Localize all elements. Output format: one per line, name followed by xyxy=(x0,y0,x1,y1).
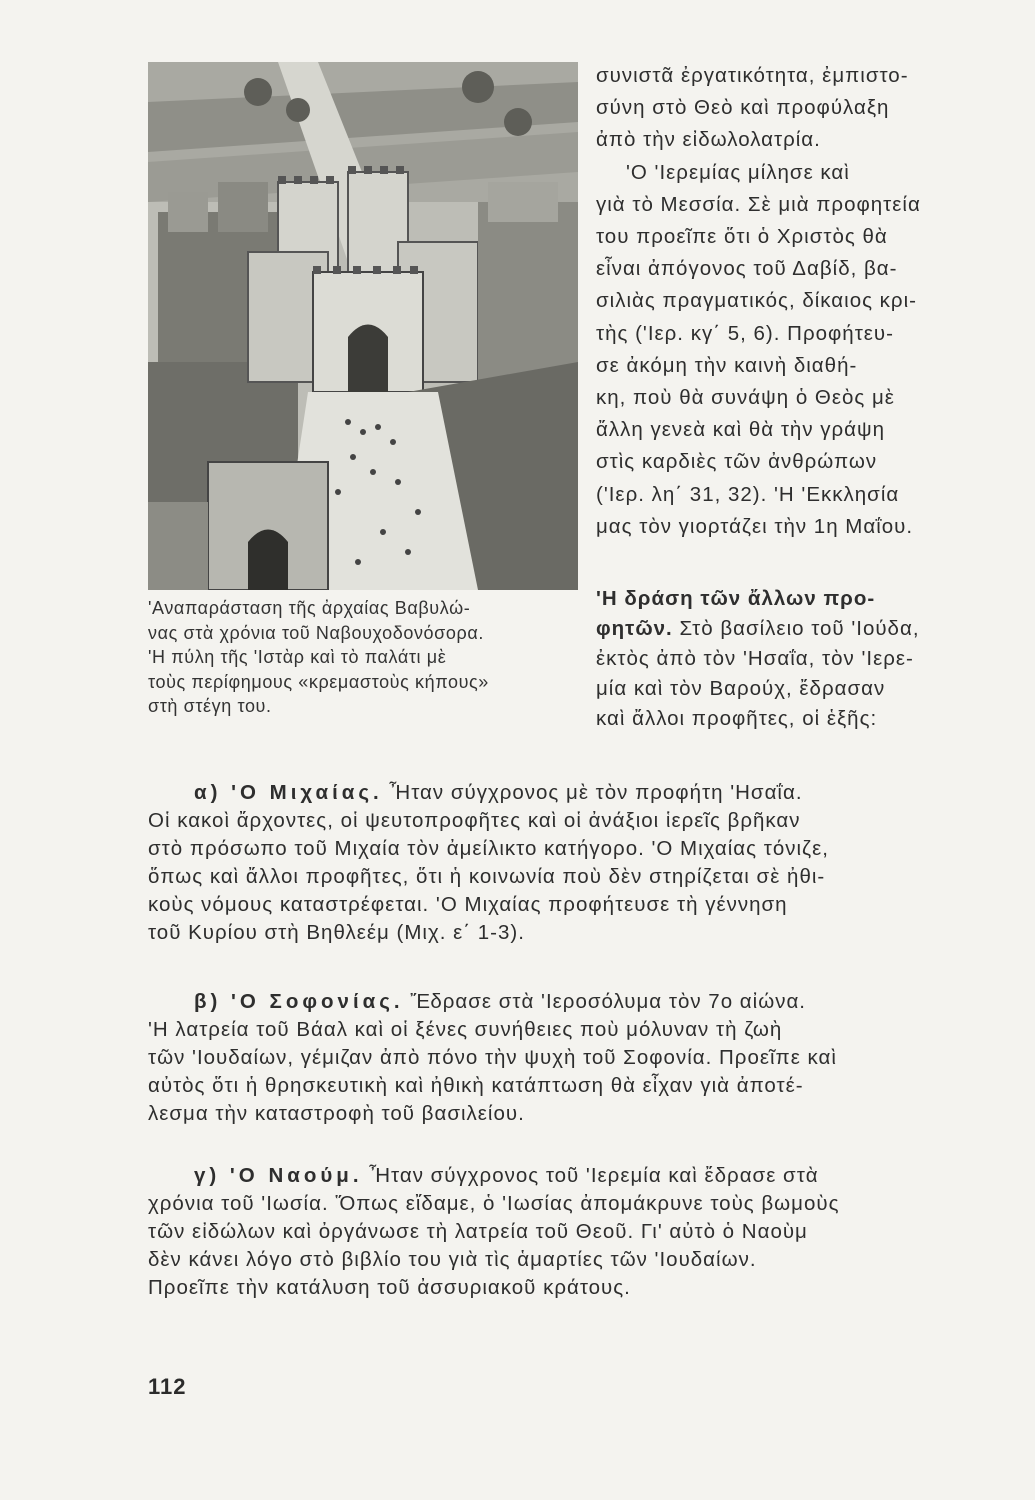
text-line: ('Ιερ. λη΄ 31, 32). 'Η 'Εκκλησία xyxy=(596,482,900,506)
text-line: τῶν 'Ιουδαίων, γέμιζαν ἀπὸ πόνο τὴν ψυχὴ τοῦ Σοφονία. Προεῖπε καὶ xyxy=(148,1046,837,1069)
text-line: ἀπὸ τὴν εἰδωλολατρία. xyxy=(596,128,821,152)
caption-line: 'Αναπαράσταση τῆς ἀρχαίας Βαβυλώ- xyxy=(148,598,471,618)
text-line: αὐτὸς ὅτι ἡ θρησκευτικὴ καὶ ἠθικὴ κατάπτωση θὰ εἶχαν γιὰ ἀποτέ- xyxy=(148,1074,804,1097)
text-line xyxy=(596,614,986,644)
text-line: κη, ποὺ θὰ συνάψη ὁ Θεὸς μὲ xyxy=(596,386,895,410)
caption-line: 'Η πύλη τῆς 'Ιστὰρ καὶ τὸ παλάτι μὲ xyxy=(148,647,447,667)
text-line xyxy=(148,1162,978,1190)
prophet-label: β) 'Ο Σοφονίας. xyxy=(194,990,404,1013)
caption-line: νας στὰ χρόνια τοῦ Ναβουχοδονόσορα. xyxy=(148,622,484,643)
text-line: Προεῖπε τὴν κατάλυση τοῦ ἀσσυριακοῦ κράτους. xyxy=(148,1276,631,1299)
text-line: μας τὸν γιορτάζει τὴν 1η Μαΐου. xyxy=(596,514,914,538)
text-line: χρόνια τοῦ 'Ιωσία. Ὅπως εἴδαμε, ὁ 'Ιωσίας ἀπομάκρυνε τοὺς βωμοὺς xyxy=(148,1192,840,1215)
section-other-prophets xyxy=(596,584,986,734)
text-line: σύνη στὸ Θεὸ καὶ προφύλαξη xyxy=(596,96,890,120)
text-line: Οἱ κακοὶ ἄρχοντες, οἱ ψευτοπροφῆτες καὶ οἱ ἀνάξιοι ἱερεῖς βρῆκαν xyxy=(148,809,801,832)
text-line: στὶς καρδιὲς τῶν ἀνθρώπων xyxy=(596,450,878,474)
section-heading: 'Η δράση τῶν ἄλλων προ- xyxy=(596,587,876,610)
caption-line: τοὺς περίφημους «κρεμαστοὺς κήπους» xyxy=(148,671,489,692)
caption-line: στὴ στέγη του. xyxy=(148,696,272,716)
section-text: Στὸ βασίλειο τοῦ 'Ιούδα, xyxy=(672,617,920,640)
text-line xyxy=(148,779,978,807)
paragraph-micah xyxy=(148,779,978,947)
text-line: εἶναι ἀπόγονος τοῦ Δαβίδ, βα- xyxy=(596,257,898,281)
text-line: τοῦ Κυρίου στὴ Βηθλεέμ (Μιχ. ε΄ 1-3). xyxy=(148,921,525,944)
section-heading-end: φητῶν. xyxy=(596,617,673,640)
text-line: ἄλλη γενεὰ καὶ θὰ τὴν γράψη xyxy=(596,418,886,442)
paragraph-text: Ἦταν σύγχρονος μὲ τὸν προφήτη 'Ησαΐα. xyxy=(382,781,803,804)
text-line: του προεῖπε ὅτι ὁ Χριστὸς θὰ xyxy=(596,225,888,249)
text-line: 'Ο 'Ιερεμίας μίλησε καὶ xyxy=(626,160,850,184)
text-line: στὸ πρόσωπο τοῦ Μιχαία τὸν ἀμείλικτο κατήγορο. 'Ο Μιχαίας τόνιζε, xyxy=(148,837,829,860)
text-line: σιλιὰς πραγματικός, δίκαιος κρι- xyxy=(596,289,917,313)
text-line: ἐκτὸς ἀπὸ τὸν 'Ησαΐα, τὸν 'Ιερε- xyxy=(596,647,914,670)
page-number: 112 xyxy=(148,1374,187,1399)
text-line: δὲν κάνει λόγο στὸ βιβλίο του γιὰ τὶς ἁμαρτίες τῶν 'Ιουδαίων. xyxy=(148,1248,757,1271)
text-line: γιὰ τὸ Μεσσία. Σὲ μιὰ προφητεία xyxy=(596,192,921,216)
babylon-illustration xyxy=(148,62,578,590)
text-line: τὴς ('Ιερ. κγ΄ 5, 6). Προφήτευ- xyxy=(596,321,894,345)
right-column-text xyxy=(596,60,981,543)
text-line: σε ἀκόμη τὴν καινὴ διαθή- xyxy=(596,353,858,377)
text-line: ὅπως καὶ ἄλλοι προφῆτες, ὅτι ἡ κοινωνία ποὺ δὲν στηρίζεται σὲ ἠθι- xyxy=(148,865,826,888)
text-line xyxy=(148,988,978,1016)
text-line: συνιστᾶ ἐργατικότητα, ἐμπιστο- xyxy=(596,64,909,87)
text-line: τῶν εἰδώλων καὶ ὀργάνωσε τὴ λατρεία τοῦ Θεοῦ. Γι' αὐτὸ ὁ Ναοὺμ xyxy=(148,1220,808,1243)
text-line: 'Η λατρεία τοῦ Βάαλ καὶ οἱ ξένες συνήθειες ποὺ μόλυναν τὴ ζωὴ xyxy=(148,1018,783,1041)
babylon-drawing xyxy=(148,62,578,590)
paragraph-text: Ἦταν σύγχρονος τοῦ 'Ιερεμία καὶ ἔδρασε στὰ xyxy=(362,1164,819,1187)
figure-caption xyxy=(148,596,588,719)
text-line: λεσμα τὴν καταστροφὴ τοῦ βασιλείου. xyxy=(148,1102,525,1125)
prophet-label: γ) 'Ο Ναούμ. xyxy=(194,1164,363,1187)
paragraph-text: Ἔδρασε στὰ 'Ιεροσόλυμα τὸν 7ο αἰώνα. xyxy=(403,990,807,1013)
text-line: κοὺς νόμους καταστρέφεται. 'Ο Μιχαίας προφήτευσε τὴ γέννηση xyxy=(148,893,788,916)
prophet-label: α) 'Ο Μιχαίας. xyxy=(194,781,383,804)
paragraph-zephaniah xyxy=(148,988,978,1128)
text-line: καὶ ἄλλοι προφῆτες, οἱ ἑξῆς: xyxy=(596,707,878,730)
text-line: μία καὶ τὸν Βαρούχ, ἔδρασαν xyxy=(596,677,886,700)
paragraph-nahum xyxy=(148,1162,978,1302)
